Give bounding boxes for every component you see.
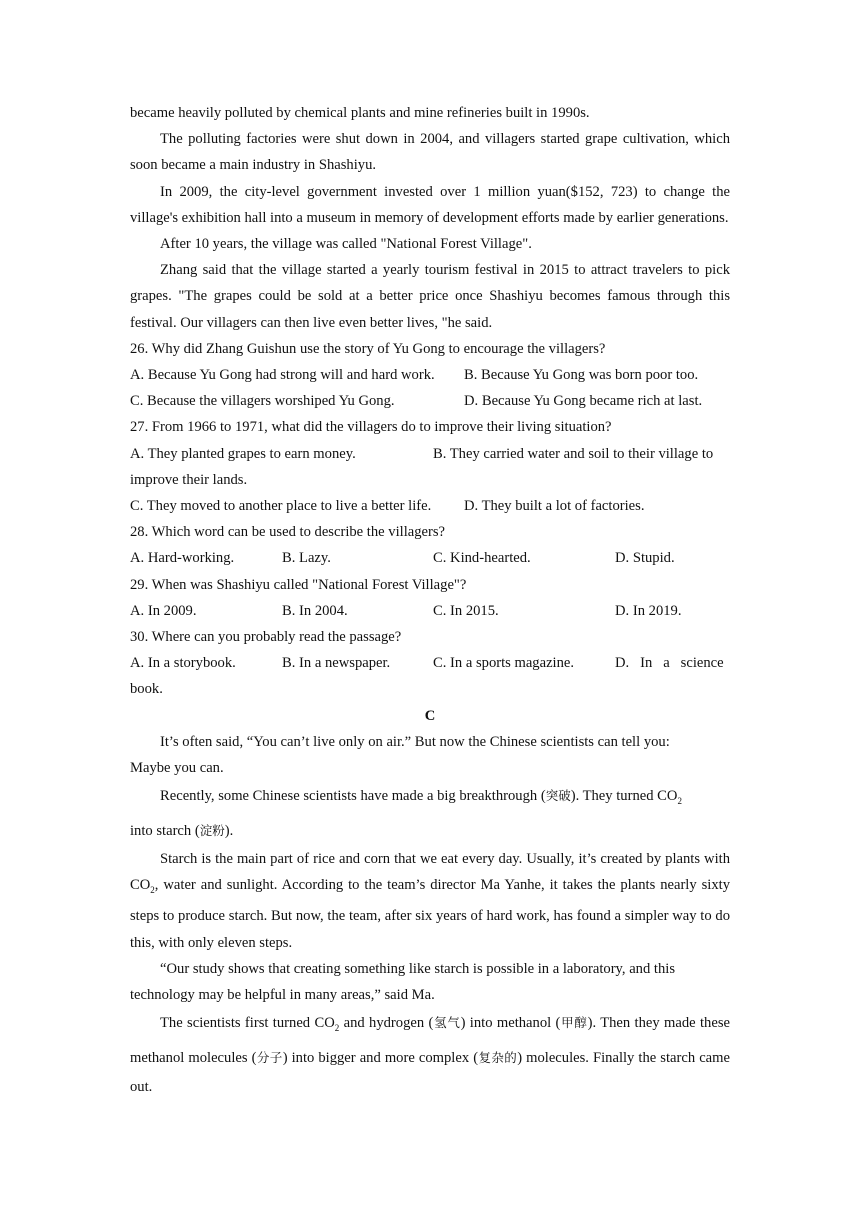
question-27-options-row2 — [130, 493, 730, 519]
question-30-options — [130, 650, 730, 676]
paragraph-continued: Maybe you can. — [130, 759, 224, 776]
option-b: B. They carried water and soil to their village to — [433, 445, 714, 462]
question-27-stem: 27. From 1966 to 1971, what did the villagers do to improve their living situation? — [130, 419, 612, 436]
option-d: D. In 2019. — [615, 602, 682, 619]
option-a: A. Hard-working. — [130, 550, 235, 567]
question-30-stem: 30. Where can you probably read the passage? — [130, 628, 402, 645]
option-b: B. Lazy. — [282, 550, 331, 567]
option-d: D. They built a lot of factories. — [464, 498, 645, 514]
paragraph: Zhang said that the village started a yearly tourism festival in 2015 to attract travelers to pick grapes. "The grapes could be sold at a better price once Shashiyu becomes famous through this festival. Our villagers can then live even better lives, "he said. — [130, 262, 730, 331]
option-a: A. They planted grapes to earn money. — [130, 445, 356, 462]
option-b: B. In 2004. — [282, 602, 348, 619]
option-d: D. Stupid. — [615, 550, 675, 567]
paragraph: Recently, some Chinese scientists have made a big breakthrough (突破). They turned $CO_2$ — [160, 788, 682, 807]
question-27-options-row1 — [130, 441, 730, 467]
option-b-continued: improve their lands. — [130, 471, 248, 488]
paragraph: became heavily polluted by chemical plants and mine refineries built in 1990s. — [130, 105, 590, 121]
chinese-gloss: 甲醇 — [560, 1015, 588, 1031]
option-d: D. In a science — [615, 655, 724, 672]
option-c: C. They moved to another place to live a better life. — [130, 498, 432, 514]
option-c: C. In 2015. — [433, 602, 499, 619]
paragraph: The scientists first turned $CO_2$ and hydrogen (氢气) into methanol (甲醇). Then they made these methanol molecules (分子) into bigger and more complex (复杂的) molecules. Finally the starch came out. — [130, 1015, 730, 1096]
option-d: D. Because Yu Gong became rich at last. — [464, 393, 703, 410]
question-28-stem: 28. Which word can be used to describe the villagers? — [130, 524, 446, 541]
question-29-options — [130, 598, 730, 624]
question-26-options-row2 — [130, 388, 730, 414]
chinese-gloss: 分子 — [256, 1050, 283, 1066]
option-b: B. Because Yu Gong was born poor too. — [464, 367, 699, 384]
option-d-continued: book. — [130, 681, 163, 698]
option-c: C. Because the villagers worshiped Yu Gong. — [130, 393, 395, 410]
option-b: B. In a newspaper. — [282, 655, 391, 672]
option-a: A. In 2009. — [130, 602, 197, 619]
paragraph: Starch is the main part of rice and corn that we eat every day. Usually, it’s created by plants with $CO_2$, water and sunlight. According to the team’s director Ma Yanhe, it takes the plants nearly sixty steps to produce starch. But now, the team, after six years of hard work, has found a simpler way to do this, with only eleven steps. — [130, 851, 730, 951]
option-c: C. Kind-hearted. — [433, 550, 531, 567]
chinese-gloss: 复杂的 — [478, 1050, 518, 1066]
question-28-options — [130, 545, 730, 571]
document-page — [130, 100, 730, 1102]
paragraph: The polluting factories were shut down in 2004, and villagers started grape cultivation, which soon became a main industry in Shashiyu. — [130, 131, 730, 174]
option-a: A. In a storybook. — [130, 655, 236, 672]
paragraph: It’s often said, “You can’t live only on air.” But now the Chinese scientists can tell you: — [160, 733, 670, 750]
chinese-gloss: 淀粉 — [199, 823, 225, 839]
paragraph: After 10 years, the village was called "National Forest Village". — [160, 236, 532, 253]
chinese-gloss: 突破 — [545, 788, 571, 804]
question-26-options-row1 — [130, 362, 730, 388]
chinese-gloss: 氢气 — [433, 1015, 461, 1031]
paragraph: In 2009, the city-level government invested over 1 million yuan($152, 723) to change the village's exhibition hall into a museum in memory of development efforts made by earlier generations. — [130, 183, 730, 226]
question-29-stem: 29. When was Shashiyu called "National Forest Village"? — [130, 576, 467, 593]
paragraph: “Our study shows that creating something like starch is possible in a laboratory, and this — [160, 960, 676, 977]
paragraph-continued: technology may be helpful in many areas,” said Ma. — [130, 987, 435, 1003]
paragraph-continued: into starch (淀粉). — [130, 823, 234, 840]
option-a: A. Because Yu Gong had strong will and hard work. — [130, 367, 435, 384]
question-26-stem: 26. Why did Zhang Guishun use the story of Yu Gong to encourage the villagers? — [130, 340, 606, 357]
section-heading: C — [424, 707, 436, 724]
option-c: C. In a sports magazine. — [433, 655, 575, 672]
